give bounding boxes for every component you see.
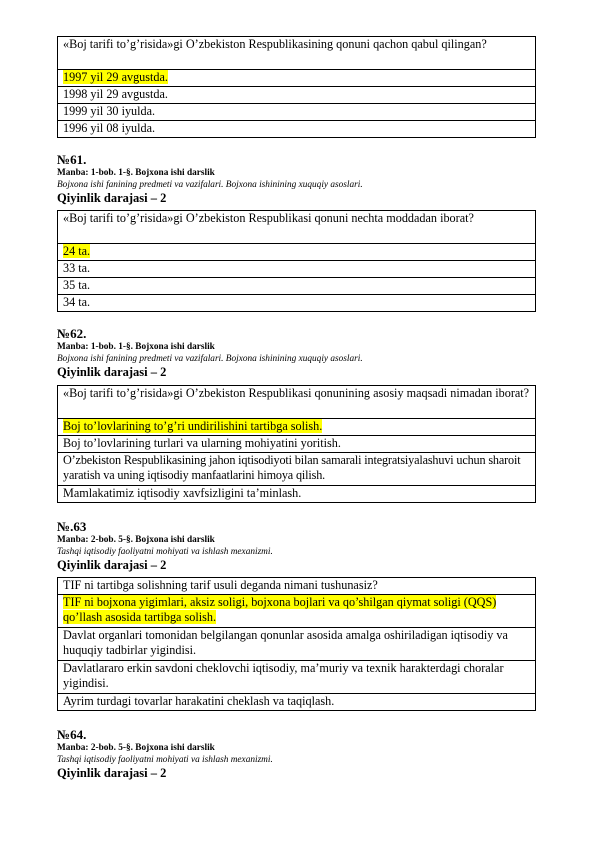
source-chapter: 2-bob. 5-§. [90,535,133,545]
source-book: Bojxona ishi darslik [135,535,215,545]
question-text: «Boj tarifi to’g’risida»gi O’zbekiston Respublikasining qonuni qachon qabul qilingan? [58,37,536,70]
answer-option: Davlat organlari tomonidan belgilangan qonunlar asosida amalga oshiriladigan iqtisodiy va huquqiy tadbirlar yigindisi. [58,628,536,661]
question-header-63 [57,519,537,572]
answer-highlight: Boj to’lovlarining to’g’ri undirilishini tartibga solish. [63,419,323,433]
answer-highlight: 1997 yil 29 avgustda. [63,70,168,84]
answer-option: 1998 yil 29 avgustda. [58,87,536,104]
source-book: Bojxona ishi darslik [135,342,215,352]
answer-highlight: TIF ni bojxona yigimlari, aksiz soligi, bojxona bojlari va qo’shilgan qiymat soligi (QQS) qo’llash asosida tartibga solish. [63,595,497,624]
question-number: №61. [57,152,87,167]
question-header-64 [57,727,537,780]
answer-option: 34 ta. [58,295,536,312]
answer-option: Davlatlararo erkin savdoni cheklovchi iqtisodiy, ma’muriy va texnik harakterdagi choralar yigindisi. [58,661,536,694]
answer-option: 1999 yil 30 iyulda. [58,104,536,121]
question-number: №64. [57,727,87,742]
answer-option-correct [58,70,536,87]
question-table-63 [57,577,536,711]
difficulty-level: Qiyinlik darajasi – 2 [57,191,167,205]
answer-option: O’zbekiston Respublikasining jahon iqtisodiyoti bilan samarali integratsiyalashuvi uchun sharoit yaratish va uning iqtisodiy manfaatlarini himoya qilish. [58,453,536,486]
difficulty-level: Qiyinlik darajasi – 2 [57,766,167,780]
question-table-60 [57,36,536,138]
topic-line: Tashqi iqtisodiy faoliyatni mohiyati va ishlash mexanizmi. [57,755,273,765]
question-text: TIF ni tartibga solishning tarif usuli deganda nimani tushunasiz? [58,578,536,595]
topic-line: Bojxona ishi fanining predmeti va vazifalari. Bojxona ishinining xuquqiy asoslari. [57,180,363,190]
question-number: №.63 [57,519,87,534]
difficulty-level: Qiyinlik darajasi – 2 [57,365,167,379]
answer-option-correct [58,595,536,628]
source-label: Manba: [57,743,89,753]
source-label: Manba: [57,535,89,545]
topic-line: Bojxona ishi fanining predmeti va vazifalari. Bojxona ishinining xuquqiy asoslari. [57,354,363,364]
answer-option-correct [58,244,536,261]
question-header-61 [57,152,537,205]
answer-option: Mamlakatimiz iqtisodiy xavfsizligini ta’minlash. [58,486,536,503]
source-chapter: 2-bob. 5-§. [90,743,133,753]
source-line [57,341,537,353]
question-text: «Boj tarifi to’g’risida»gi O’zbekiston Respublikasi qonunining asosiy maqsadi nimadan iborat? [58,386,536,419]
answer-option: 35 ta. [58,278,536,295]
source-chapter: 1-bob. 1-§. [90,342,133,352]
answer-option: 33 ta. [58,261,536,278]
difficulty-level: Qiyinlik darajasi – 2 [57,558,167,572]
answer-highlight: 24 ta. [63,244,91,258]
answer-option: 1996 yil 08 iyulda. [58,121,536,138]
source-book: Bojxona ishi darslik [135,743,215,753]
question-number: №62. [57,326,87,341]
question-text: «Boj tarifi to’g’risida»gi O’zbekiston Respublikasi qonuni nechta moddadan iborat? [58,211,536,244]
source-chapter: 1-bob. 1-§. [90,168,133,178]
source-book: Bojxona ishi darslik [135,168,215,178]
answer-option: Ayrim turdagi tovarlar harakatini cheklash va taqiqlash. [58,694,536,711]
source-line [57,742,537,754]
topic-line: Tashqi iqtisodiy faoliyatni mohiyati va ishlash mexanizmi. [57,547,273,557]
source-line [57,534,537,546]
question-table-62 [57,385,536,503]
answer-option-correct [58,419,536,436]
question-header-62 [57,326,537,379]
source-label: Manba: [57,168,89,178]
source-line [57,167,537,179]
answer-option: Boj to’lovlarining turlari va ularning mohiyatini yoritish. [58,436,536,453]
source-label: Manba: [57,342,89,352]
question-table-61 [57,210,536,312]
